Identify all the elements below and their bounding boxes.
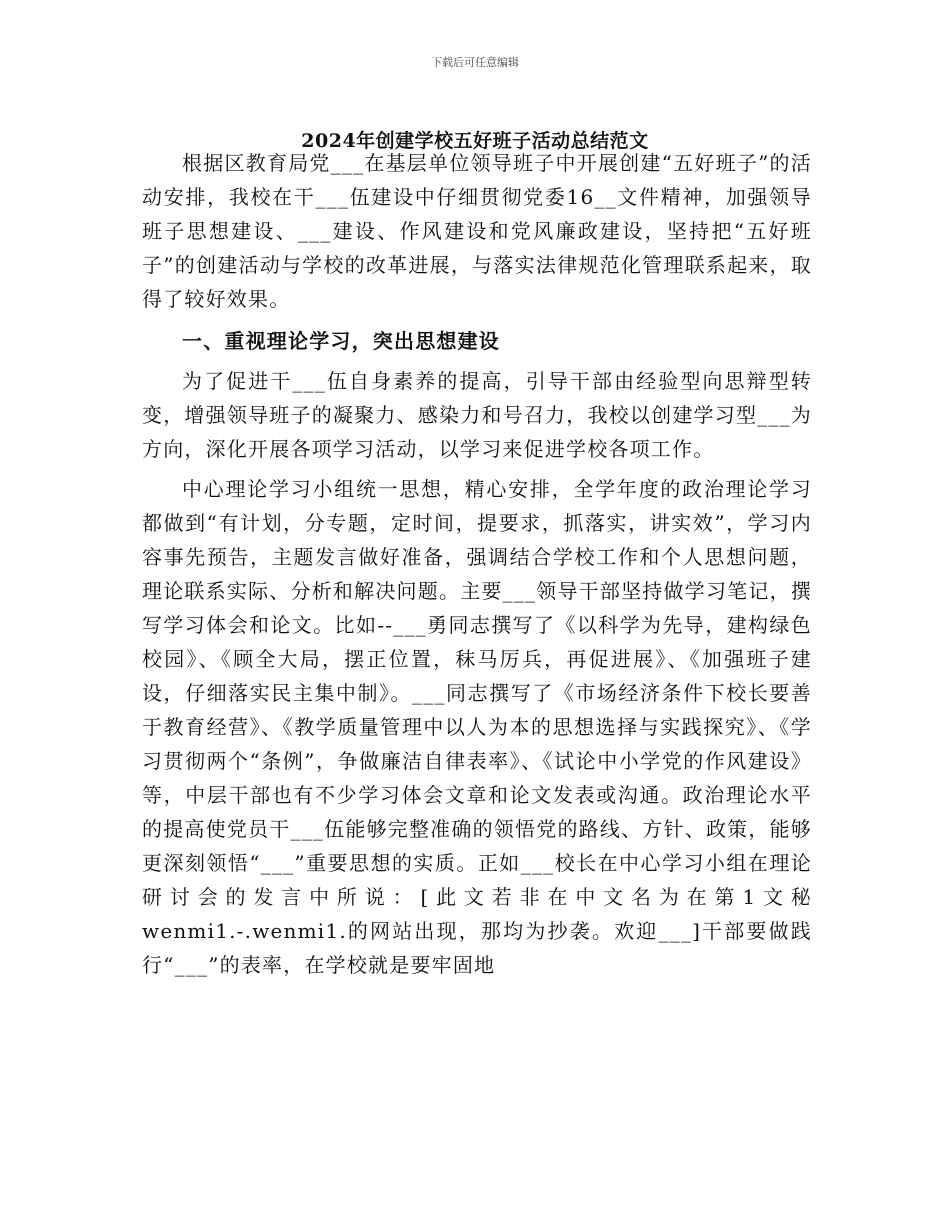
- document-body: [142, 146, 812, 982]
- paragraph-study-purpose: 为了促进干___伍自身素养的提高，引导干部由经验型向思辩型转变，增强领导班子的凝聚力、感染力和号召力，我校以创建学习型___为方向，深化开展各项学习活动，以学习来促进学校各项工作。: [142, 369, 812, 461]
- header-note: 下载后可任意编辑: [431, 56, 519, 69]
- paragraph-intro: 根据区教育局党___在基层单位领导班子中开展创建“五好班子”的活动安排，我校在干___伍建设中仔细贯彻党委16__文件精神，加强领导班子思想建设、___建设、作风建设和党风廉政建设，坚持把“五好班子”的创建活动与学校的改革进展，与落实法律规范化管理联系起来，取得了较好效果。: [142, 151, 812, 311]
- paragraph-study-details: 中心理论学习小组统一思想，精心安排，全学年度的政治理论学习都做到“有计划，分专题，定时间，提要求，抓落实，讲实效”，学习内容事先预告，主题发言做好准备，强调结合学校工作和个人思想问题，理论联系实际、分析和解决问题。主要___领导干部坚持做学习笔记，撰写学习体会和论文。比如--___勇同志撰写了《以科学为先导，建构绿色校园》、《顾全大局，摆正位置，秣马厉兵，再促进展》、《加强班子建设，仔细落实民主集中制》。___同志撰写了《市场经济条件下校长要善于教育经营》、《教学质量管理中以人为本的思想选择与实践探究》、《学习贯彻两个“条例”，争做廉洁自律表率》、《试论中小学党的作风建设》等，中层干部也有不少学习体会文章和论文发表或沟通。政治理论水平的提高使党员干___伍能够完整准确的领悟党的路线、方针、政策，能够更深刻领悟“___”重要思想的实质。正如___校长在中心学习小组在理论研讨会的发言中所说：[此文若非在中文名为在第1文秘wenmi1.-.wenmi1.的网站出现，那均为抄袭。欢迎___]干部要做践行“___”的表率，在学校就是要牢固地: [142, 477, 812, 977]
- section-heading: 一、重视理论学习，突出思想建设: [182, 329, 500, 353]
- document-title: 2024年创建学校五好班子活动总结范文: [301, 130, 649, 152]
